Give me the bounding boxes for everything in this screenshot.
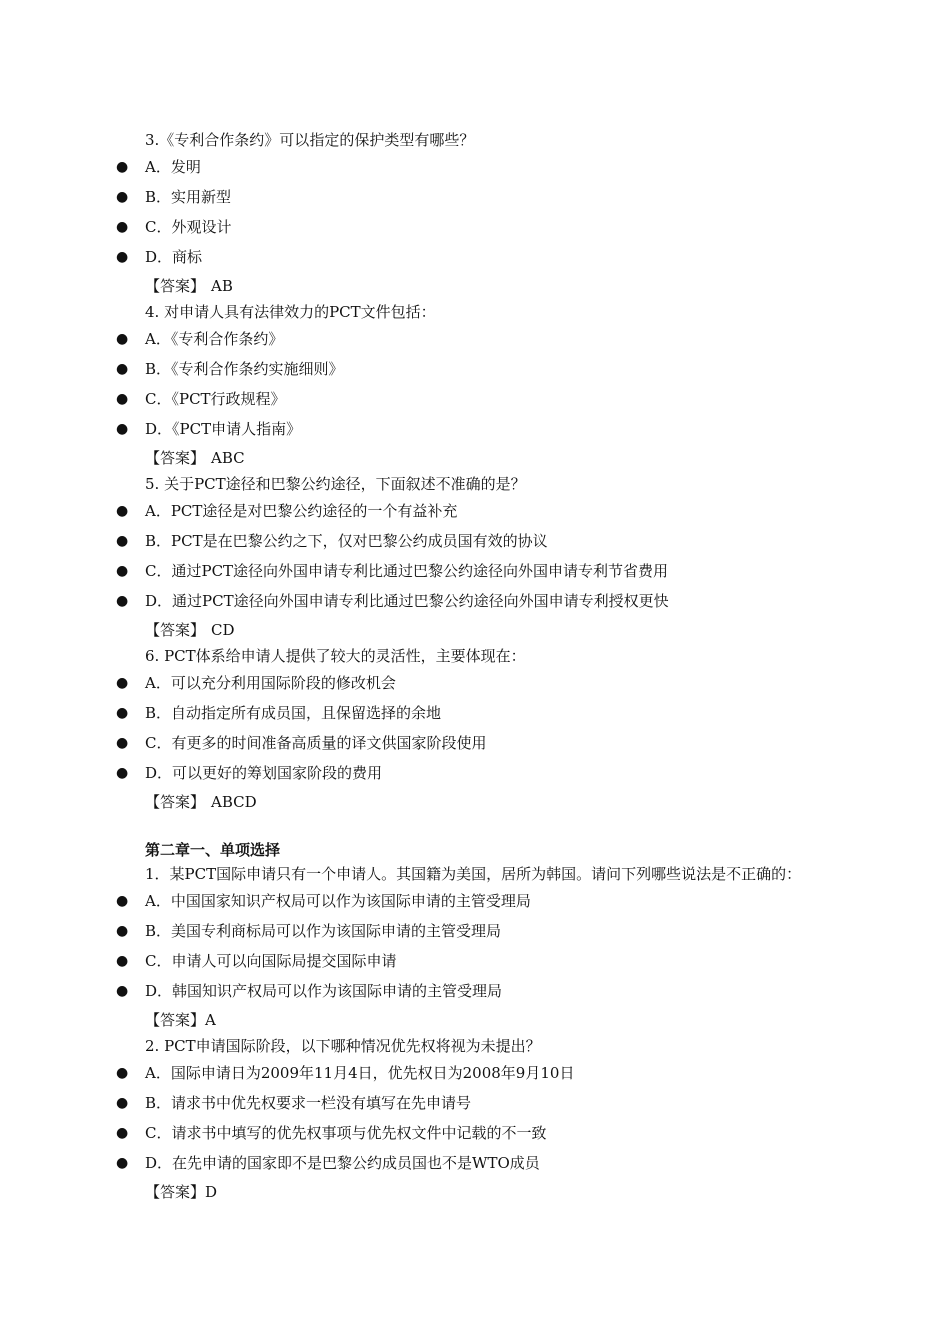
answer-line: [145, 1178, 950, 1206]
list-item: ● A．国际申请日为2009年11月4日，优先权日为2008年9月10日: [145, 1058, 950, 1088]
bullet-icon: ●: [116, 705, 129, 721]
list-item: ● D．《PCT申请人指南》: [145, 414, 950, 444]
bullet-icon: ●: [116, 159, 129, 175]
bullet-icon: ●: [116, 1125, 129, 1141]
bullet-icon: ●: [116, 503, 129, 519]
list-item: ● C．《PCT行政规程》: [145, 384, 950, 414]
bullet-icon: ●: [116, 331, 129, 347]
list-item: ● C．有更多的时间准备高质量的译文供国家阶段使用: [145, 728, 950, 758]
list-item: ● A．可以充分利用国际阶段的修改机会: [145, 668, 950, 698]
list-item: ● B．实用新型: [145, 182, 950, 212]
answer-value: D: [205, 1183, 218, 1201]
answer-value: ABCD: [211, 793, 257, 811]
list-item: ● C．请求书中填写的优先权事项与优先权文件中记载的不一致: [145, 1118, 950, 1148]
bullet-icon: ●: [116, 1065, 129, 1081]
answer-label: 【答案】: [145, 449, 206, 467]
document-page: [0, 128, 950, 1206]
question-text: 4. 对申请人具有法律效力的PCT文件包括：: [145, 303, 436, 321]
bullet-icon: ●: [116, 361, 129, 377]
bullet-icon: ●: [116, 953, 129, 969]
bullet-icon: ●: [116, 735, 129, 751]
chapter-heading: 第二章一、单项选择: [145, 841, 281, 859]
bullet-icon: ●: [116, 391, 129, 407]
question-text: 5. 关于PCT途径和巴黎公约途径，下面叙述不准确的是？: [145, 475, 526, 493]
list-item: ● A．PCT途径是对巴黎公约途径的一个有益补充: [145, 496, 950, 526]
bullet-icon: ●: [116, 533, 129, 549]
answer-line: [145, 616, 950, 644]
list-item: ● C．申请人可以向国际局提交国际申请: [145, 946, 950, 976]
list-item: ● D．可以更好的筹划国家阶段的费用: [145, 758, 950, 788]
answer-label: 【答案】: [145, 277, 206, 295]
list-item: ● D．在先申请的国家即不是巴黎公约成员国也不是WTO成员: [145, 1148, 950, 1178]
list-item: ● A．《专利合作条约》: [145, 324, 950, 354]
list-item: ● C．通过PCT途径向外国申请专利比通过巴黎公约途径向外国申请专利节省费用: [145, 556, 950, 586]
list-item: ● D．商标: [145, 242, 950, 272]
bullet-icon: ●: [116, 983, 129, 999]
answer-line: [145, 272, 950, 300]
bullet-icon: ●: [116, 675, 129, 691]
bullet-icon: ●: [116, 1155, 129, 1171]
answer-label: 【答案】: [145, 793, 206, 811]
question-text: 2. PCT申请国际阶段，以下哪种情况优先权将视为未提出？: [145, 1037, 541, 1055]
bullet-icon: ●: [116, 563, 129, 579]
list-item: ● B．美国专利商标局可以作为该国际申请的主管受理局: [145, 916, 950, 946]
list-item: ● D．韩国知识产权局可以作为该国际申请的主管受理局: [145, 976, 950, 1006]
bullet-icon: ●: [116, 923, 129, 939]
answer-line: [145, 444, 950, 472]
question-text: 3.《专利合作条约》可以指定的保护类型有哪些？: [145, 131, 475, 149]
list-item: ● B．请求书中优先权要求一栏没有填写在先申请号: [145, 1088, 950, 1118]
list-item: ● B．PCT是在巴黎公约之下，仅对巴黎公约成员国有效的协议: [145, 526, 950, 556]
answer-value: CD: [211, 621, 235, 639]
bullet-icon: ●: [116, 893, 129, 909]
list-item: ● D．通过PCT途径向外国申请专利比通过巴黎公约途径向外国申请专利授权更快: [145, 586, 950, 616]
bullet-icon: ●: [116, 765, 129, 781]
bullet-icon: ●: [116, 189, 129, 205]
list-item: ● A．发明: [145, 152, 950, 182]
answer-line: [145, 788, 950, 816]
bullet-icon: ●: [116, 219, 129, 235]
list-item: ● B．《专利合作条约实施细则》: [145, 354, 950, 384]
list-item: ● C．外观设计: [145, 212, 950, 242]
answer-line: [145, 1006, 950, 1034]
question-text: 1．某PCT国际申请只有一个申请人。其国籍为美国，居所为韩国。请问下列哪些说法是不正确的：: [145, 865, 802, 883]
bullet-icon: ●: [116, 249, 129, 265]
answer-value: ABC: [211, 449, 245, 467]
answer-value: AB: [211, 277, 233, 295]
list-item: ● B．自动指定所有成员国，且保留选择的余地: [145, 698, 950, 728]
answer-label: 【答案】: [145, 1011, 206, 1029]
answer-value: A: [205, 1011, 216, 1029]
list-item: ● A．中国国家知识产权局可以作为该国际申请的主管受理局: [145, 886, 950, 916]
bullet-icon: ●: [116, 593, 129, 609]
question-text: 6. PCT体系给申请人提供了较大的灵活性，主要体现在：: [145, 647, 526, 665]
bullet-icon: ●: [116, 421, 129, 437]
bullet-icon: ●: [116, 1095, 129, 1111]
answer-label: 【答案】: [145, 621, 206, 639]
answer-label: 【答案】: [145, 1183, 206, 1201]
